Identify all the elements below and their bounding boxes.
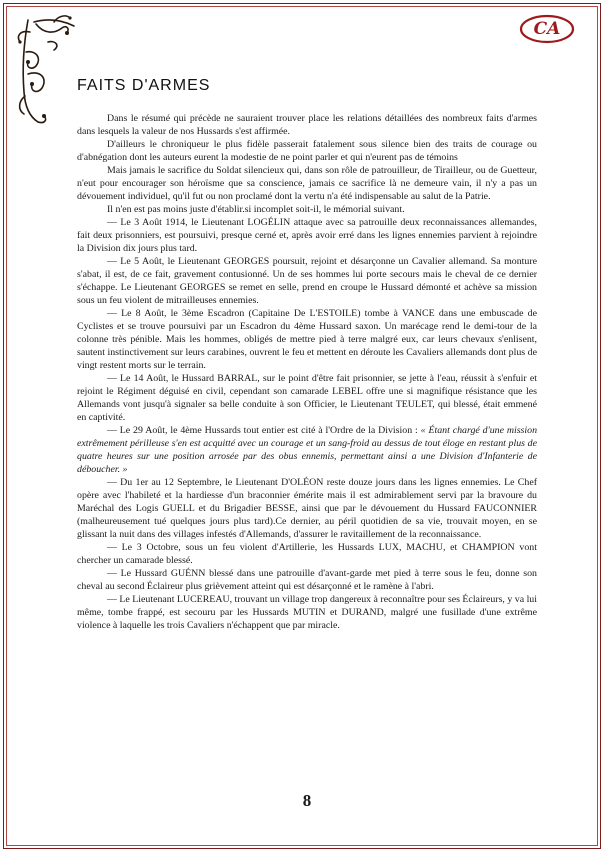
citation-intro: — Le 29 Août, le 4ème Hussards tout entier est cité à l'Ordre de la Division : bbox=[107, 425, 418, 436]
page-number: 8 bbox=[302, 791, 312, 810]
paragraph: — Le 3 Octobre, sous un feu violent d'Artillerie, les Hussards LUX, MACHU, et CHAMPION vont chercher un camarade blessé. bbox=[77, 542, 537, 566]
paragraph: — Le 14 Août, le Hussard BARRAL, sur le point d'être fait prisonnier, se jette à l'eau, réussit à s'enfuir et rejoint le Régiment déguisé en civil, cependant son camarade LEBEL offre une si magnifique résistance que les Allemands vont jusqu'à signaler sa belle conduite à son Officier, le Lieutenant TEULET, qui blessé, était emmené en captivité. bbox=[77, 373, 537, 423]
paragraph: Il n'en est pas moins juste d'établir.si incomplet soit-il, le mémorial suivant. bbox=[107, 204, 405, 215]
paragraph: Dans le résumé qui précède ne sauraient trouver place les relations détaillées des nombreux faits d'armes dans lesquels la valeur de nos Hussards s'est affirmée. bbox=[77, 113, 537, 137]
logo-badge bbox=[519, 14, 575, 44]
paragraph: — Le Lieutenant LUCEREAU, trouvant un village trop dangereux à reconnaître pour ses Éclaireurs, y va lui même, tombe frappé, est secouru par les Hussards MUTIN et DURAND, malgré une fusillade d'une extrême violence à laquelle les trois Cavaliers n'échappent que par miracle. bbox=[77, 594, 537, 631]
paragraph: D'ailleurs le chroniqueur le plus fidèle passerait fatalement sous silence bien des traits de courage ou d'abnégation dont les auteurs eurent la modestie de ne point parler et qui n'eurent pas de témoins bbox=[77, 139, 537, 163]
paragraph: — Du 1er au 12 Septembre, le Lieutenant D'OLÉON reste douze jours dans les lignes ennemies. Le Chef opère avec l'habileté et la hardiesse d'un braconnier émérite mais il est admirablement servi par la bravoure du Maréchal des Logis GUELL et du Brigadier BESSE, ainsi que par le dévouement du Hussard FAUCONNIER (malheureusement tué quelques jours plus tard).Ce dernier, au péril quotidien de sa vie, trouvait moyen, en se glissant la nuit dans des villages infestés d'Allemands, d'assurer le ravitaillement de la reconnaissance. bbox=[77, 477, 537, 540]
paragraph: Mais jamais le sacrifice du Soldat silencieux qui, dans son rôle de patrouilleur, de Tirailleur, ou de Guetteur, n'eut pour encourager son héroïsme que sa conscience, jamais ce sacrifice là ne demeure vain, il n'y a pas un dévouement individuel, qu'il fut ou non proclamé dont la vertu n'a été indispensable au salut de la Patrie. bbox=[77, 165, 537, 202]
page-title: FAITS D'ARMES bbox=[77, 77, 211, 94]
paragraph: — Le 8 Août, le 3ème Escadron (Capitaine De L'ESTOILE) tombe à VANCE dans une embuscade de Cyclistes et se trouve poursuivi par un Escadron du 4ème Hussard saxon. Un marécage rend le demi-tour de la colonne très pénible. Mais les hommes, obligés de mettre pied à terre malgré eux, car leurs chevaux s'enlisent, sautent instinctivement sur leurs carabines, ouvrent le feu et mettent en déroute les Cavaliers allemands dont plus de vingt restent morts sur le terrain. bbox=[77, 308, 537, 371]
paragraph: — Le 3 Août 1914, le Lieutenant LOGÉLIN attaque avec sa patrouille deux reconnaissances allemandes, fait deux prisonniers, est poursuivi, presque cerné et, après avoir erré dans les lignes ennemies parvient à rejoindre la Division dix jours plus tard. bbox=[77, 217, 537, 254]
page-frame bbox=[3, 3, 601, 849]
paragraph: — Le 5 Août, le Lieutenant GEORGES poursuit, rejoint et désarçonne un Cavalier allemand. Sa monture s'abat, il est, de ce fait, gravement contusionné. Un de ses hommes lui porte secours mais le cheval de ce dernier s'échappe. Le Lieutenant GEORGES se remet en selle, prend en croupe le Hussard démonté et achève sa mission sous un feu violent de mitrailleuses ennemies. bbox=[77, 256, 537, 306]
citation-paragraph bbox=[77, 424, 537, 476]
logo-text: CA bbox=[533, 19, 561, 39]
citation-quote: « Étant chargé d'une mission extrêmement périlleuse s'en est acquitté avec un courage et un sang-froid au dessus de tout éloge en restant plus de quatre heures sur une position arrosée par des obus ennemis, permettant ainsi a une Division d'Infanterie de déboucher. » bbox=[77, 425, 538, 475]
paragraph: — Le Hussard GUÉNN blessé dans une patrouille d'avant-garde met pied à terre sous le feu, donne son cheval au second Éclaireur plus grièvement atteint qui est désarçonné et le ramène à l'abri. bbox=[77, 568, 537, 592]
floral-ornament-icon bbox=[14, 12, 84, 127]
body-text bbox=[77, 112, 537, 632]
